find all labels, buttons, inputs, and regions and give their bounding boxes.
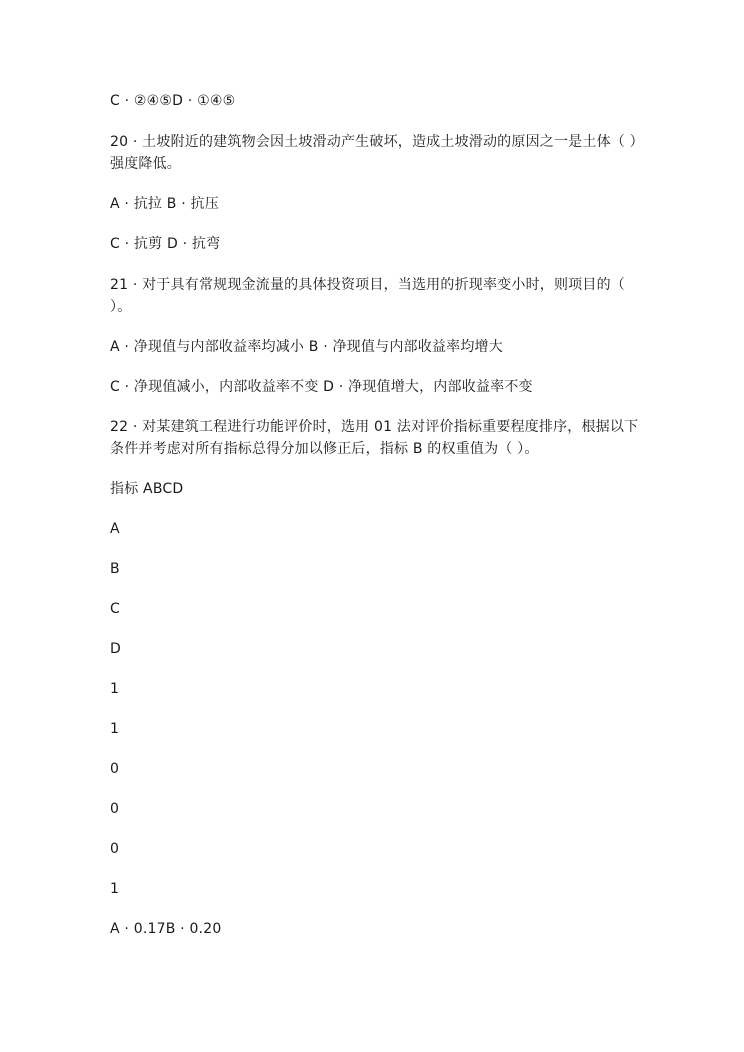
table-cell-line: 0 [110,761,120,777]
option-line-c-d-q20: C · 抗剪 D · 抗弯 [110,236,221,252]
option-line-a-b-q22: A · 0.17B · 0.20 [110,921,222,937]
table-cell-line: D [110,641,121,657]
question-21: 21 · 对于具有常规现金流量的具体投资项目，当选用的折现率变小时，则项目的（ ）。 [110,277,625,315]
table-cell-line: A [110,521,120,537]
option-line-a-b-q20: A · 抗拉 B · 抗压 [110,196,219,212]
table-cell-line: 0 [110,841,120,857]
table-header-line: 指标 ABCD [110,481,184,497]
table-cell-line: 0 [110,801,120,817]
table-cell-line: 1 [110,881,120,897]
table-cell-line: 1 [110,721,120,737]
question-20: 20 · 土坡附近的建筑物会因土坡滑动产生破坏，造成土坡滑动的原因之一是土体（ ）强度降低。 [110,134,637,172]
table-cell-line: C [110,601,120,617]
option-line-c-d-q21: C · 净现值减小，内部收益率不变 D · 净现值增大，内部收益率不变 [110,379,533,395]
option-line-a-b-q21: A · 净现值与内部收益率均减小 B · 净现值与内部收益率均增大 [110,339,503,355]
option-line-c-d-q19: C · ②④⑤D · ①④⑤ [110,93,236,109]
question-22: 22 · 对某建筑工程进行功能评价时，选用 01 法对评价指标重要程度排序，根据以下条件并考虑对所有指标总得分加以修正后，指标 B 的权重值为（ ）。 [110,419,639,457]
table-cell-line: 1 [110,681,120,697]
table-cell-line: B [110,561,120,577]
